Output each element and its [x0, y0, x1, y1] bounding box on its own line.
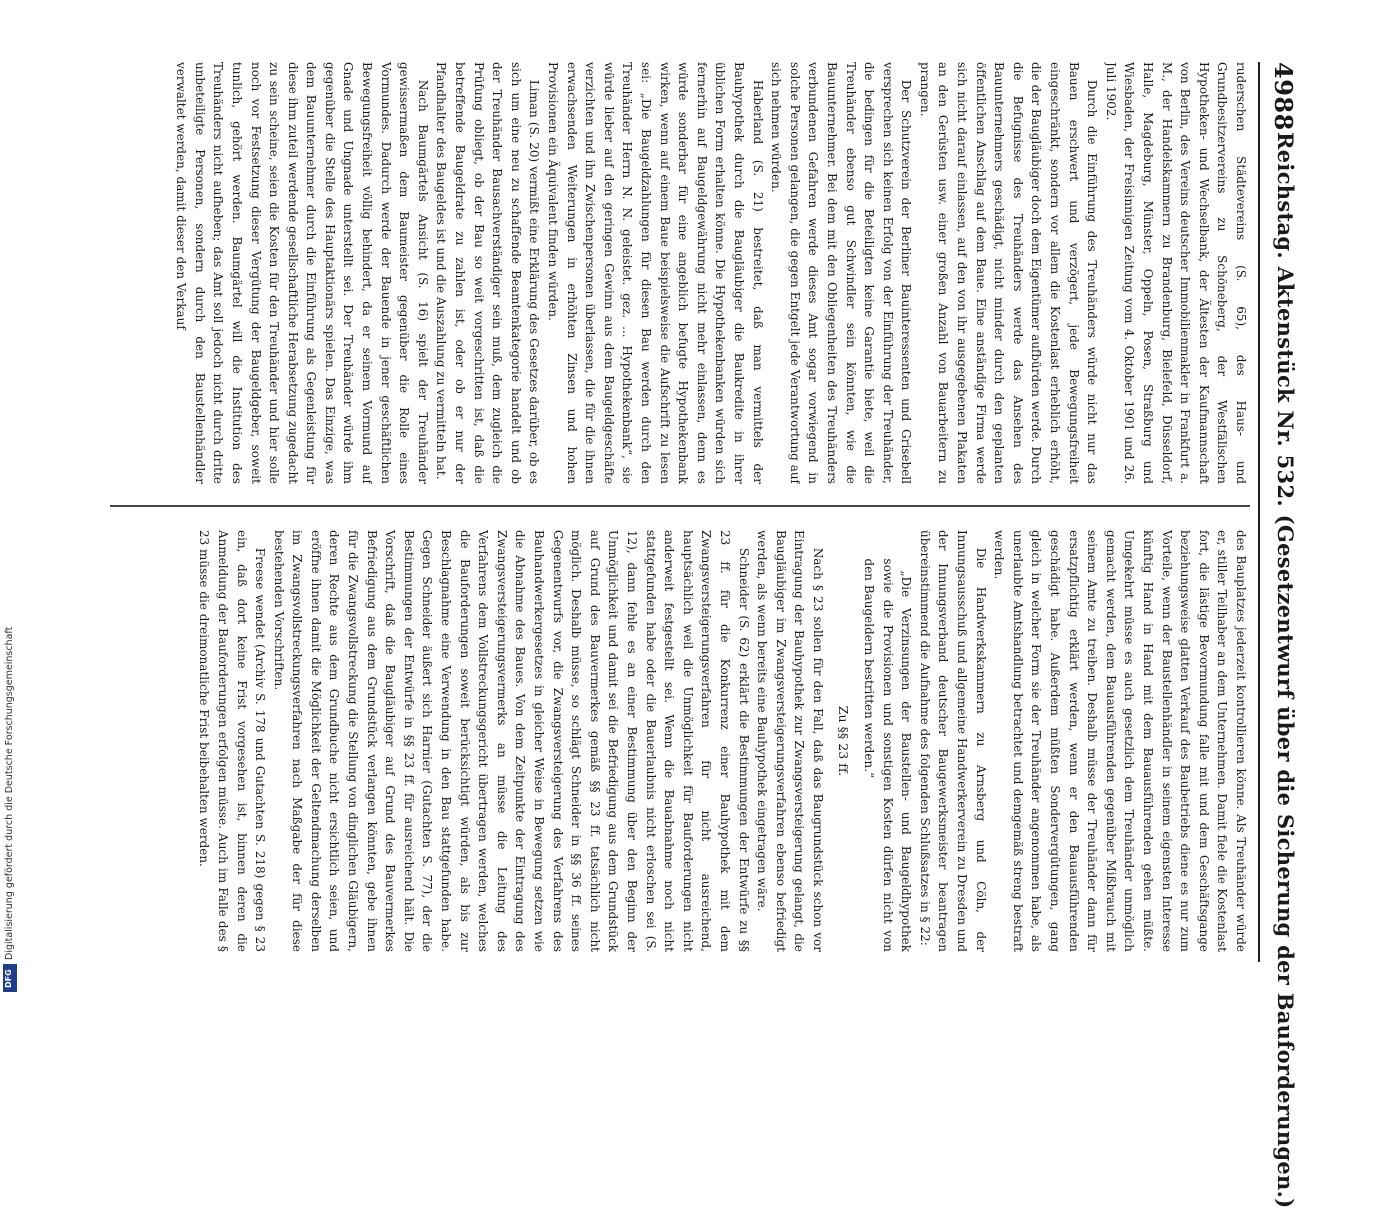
credit-text: Digitalisierung gefördert durch die Deutsche Forschungsgemeinschaft: [4, 626, 15, 960]
paragraph: Freese wendet (Archiv S. 178 und Gutachten S. 218) gegen § 23 ein, daß dort keine Frist vorgesehen ist, binnen deren die Anmeldung der Bauforderungen erfolgen müsse. Auch im Falle des § 23 müsse die dreimonatliche Frist beibehalten werden.: [197, 530, 268, 952]
dfg-logo: [3, 964, 17, 992]
header-rule: [1258, 62, 1260, 962]
paragraph: des Bauplatzes jederzeit kontrollieren könne. Als Treuhänder würde er, stiller Teilhaber an dem Unternehmen. Damit fiele die Kostenlast fort, die lästige Bevormundung falle mit und dem Geschäftsgange beziehungsweise glatten Verkauf des Baubetriebs diene es nur zum Vorteile, wenn der Baustellenhändler in seinem eigensten Interesse künftig Hand in Hand mit dem Bauausführenden gehen müßte. Umgekehrt müsse es auch gesetzlich dem Treuhänder unmöglich gemacht werden, dem Bauausführenden gegenüber Mißbrauch mit seinem Amte zu treiben. Deshalb müsse der Treuhänder dann für ersatzpflichtig erklärt werden, wenn er den Bauausführenden geschädigt habe. Außerdem müßten Sondervergütungen, gang gleich in welcher Form sie der Treuhänder angenommen habe, als unerlaubte Amtshandlung betrachtet und demgemäß streng bestraft werden.: [992, 530, 1248, 952]
text-column-left: [110, 62, 1250, 484]
paragraph: Durch die Einführung des Treuhänders würde nicht nur das Bauen erschwert und verzögert, jede Bewegungsfreiheit eingeschränkt, sondern vor allem die Kostenlast erheblich erhöht, die der Baugläubiger doch dem Eigentümer aufbürden werde. Durch die Befugnisse des Treuhänders werde das Ansehen des Bauunternehmers geschädigt, nicht minder durch den geplanten öffentlichen Anschlag auf dem Baue. Eine anständige Firma werde sich nicht darauf einlassen, auf den von ihr ausgegebenen Plakaten an den Gerüsten usw. einer großen Anzahl von Bauarbeitern zu prangen.: [917, 62, 1100, 484]
digitization-credit: [4, 310, 18, 1000]
page-header: [1260, 62, 1304, 1208]
text-column-right: [110, 530, 1250, 952]
quoted-clause: „Die Verzinsungen der Baustellen- und Baugeldhypothek sowie die Provisionen und sonstigen Kosten dürfen nicht von den Baugeldern bestritten werden.“: [862, 558, 914, 952]
rotated-document-page: [84, 62, 1304, 1208]
paragraph: Schneider (S. 62) erklärt die Bestimmungen der Entwürfe zu §§ 23 ff. für die Konkurrenz einer Bauhypothek mit dem Zwangsversteigerungsverfahren für nicht ausreichend, hauptsächlich weil die Unmöglichkeit für Bauforderungen nicht anderweit festgestellt sei. Wenn die Bauabnahme noch nicht stattgefunden habe oder die Bauerlaubnis nicht erloschen sei (S. 12), dann fehle es an einer Bestimmung über den Beginn der Unmöglichkeit und damit sei die Befriedigung aus dem Grundstück auf Grund des Bauvermerkes gemäß §§ 23 ff. tatsächlich nicht möglich. Deshalb müsse, so schlägt Schneider in §§ 36 ff. seines Gegenentwurfs vor, die Zwangsversteigerung des Verfahrens des Bauhandwerkergesetzes in gleicher Weise in Bewegung setzen wie die Abnahme des Baues. Von dem Zeitpunkte der Eintragung des Zwangsversteigerungsvermerks an müsse die Leitung des Verfahrens dem Vollstreckungsgericht übertragen werden, welches die Bauforderungen soweit berücksichtigt würden, als bis zur Beschlagnahme eine Verwendung in den Bau stattgefunden habe. Gegen Schneider äußert sich Harnier (Gutachten S. 77), der die Bestimmungen der Entwürfe in §§ 23 ff. für ausreichend hält. Die Vorschrift, daß die Baugläubiger auf Grund des Bauvermerkes Befriedigung aus dem Grundstück verlangen könnten, gebe ihnen für die Zwangsvollstreckung die Stellung von dinglichen Gläubigern, deren Rechte aus dem Grundbuche nicht ersichtlich seien, und eröffne ihnen damit die Möglichkeit der Geltendmachung derselben im Zwangsvollstreckungsverfahren nach Maßgabe der für diese bestehenden Vorschriften.: [271, 530, 751, 952]
section-heading: Zu §§ 23 ff.: [835, 705, 851, 777]
page-number: 4988: [1269, 62, 1298, 131]
running-title: Reichstag. Aktenstück Nr. 532. (Gesetzentwurf über die Sicherung der Bauforderungen.): [1273, 132, 1298, 1208]
paragraph: Liman (S. 20) vermißt eine Erklärung des Gesetzes darüber, ob es sich um eine neu zu schaffende Beamtenkategorie handelt und ob der Treuhänder Bausachverständiger sein muß, dem zugleich die Prüfung obliegt, ob der Bau so weit vorgeschritten ist, daß die betreffende Baugeldrate zu zahlen ist, oder ob er nur der Pfandhalter des Baugeldes ist und die Auszahlung zu vermitteln hat.: [434, 62, 542, 484]
paragraph: Der Schutzverein der Berliner Bauinteressenten und Grisebell versprechen sich keinen Erfolg von der Einführung der Treuhänder, die bedingen für die Beteiligten keine Garantie biete, weil die Treuhänder ebenso gut Schwindler sein könnten, wie die Bauunternehmer. Bei dem mit den Obliegenheiten des Treuhänders verbundenen Gefahren werde dieses Amt sogar vorwiegend in solche Personen gelangen, die gegen Entgelt jede Verantwortung auf sich nehmen würden.: [769, 62, 914, 484]
paragraph: Nach § 23 sollen für den Fall, daß das Baugrundstück schon vor Eintragung der Bauhypothek zur Zwangsversteigerung gelangt, die Baugläubiger im Zwangsversteigerungsverfahren ebenso befriedigt werden, als wenn bereits eine Bauhypothek eingetragen wäre.: [755, 530, 825, 952]
logo-text: DFG: [4, 969, 13, 988]
column-divider: [110, 505, 1250, 507]
paragraph: Haberland (S. 21) bestreitet, daß man vermittels der Bauhypothek durch die Baugläubiger die Baukredite in ihrer üblichen Form erhalten könne. Die Hypothekenbanken würden sich fernerhin auf Baugeldgewährung nicht mehr einlassen, denn es würde sonderbar für eine angeblich befugte Hypothekenbank wirken, wenn auf einem Baue beispielsweise die Aufschrift zu lesen sei: „Die Baugeldzahlungen für diesen Bau werden durch den Treuhänder Herrn N. N. geleistet. gez. ... Hypothekenbank“, sie würde lieber auf den geringen Gewinn aus dem Baugeldgeschäfte verzichten und ihn Zwischenpersonen überlassen, die für die ihnen erwachsenden Weiterungen in erhöhten Zinsen und hohen Provisionen ein Äquivalent finden würden.: [546, 62, 765, 484]
paragraph: Nach Baumgärtels Ansicht (S. 16) spielt der Treuhänder gewissermaßen dem Baumeister gegenüber die Rolle eines Vormundes. Dadurch werde der Bauende in jener geschäftlichen Bewegungsfreiheit völlig behindert, da er seinem Vormund auf Gnade und Ungnade unterstellt sei. Der Treuhänder würde ihm gegenüber die Stelle des Hauptaktionärs spielen. Das Einzige, was dem Bauunternehmer durch die Einführung als Gegenleistung für diese ihm zuteil werdende gesellschaftliche Herabsetzung zugedacht zu sein scheine, seien die Kosten für den Treuhänder und hier solle noch vor Festsetzung dieser Vergütung der Baugeldgeber, soweit tunlich, gehört werden. Baumgärtel will die Institution des Treuhänders nicht aufheben; das Amt soll jedoch nicht durch dritte unbeteiligte Personen, sondern durch den Baustellenhändler verwaltet werden, damit dieser den Verkauf: [174, 62, 430, 484]
paragraph: Die Handwerkskammern zu Arnsberg und Cöln, der Innungsausschuß und allgemeine Handwerkerverein zu Dresden und der Innungsverband deutscher Baugewerksmeister beantragen übereinstimmend die Aufnahme des folgenden Schlußsatzes in § 22:: [917, 530, 988, 952]
paragraph: ruderschen Städtevereins (S. 65), des Haus- und Grundbesitzervereins zu Schöneberg, der Westfälischen Hypotheken- und Wechselbank, der Ältesten der Kaufmannschaft von Berlin, des Vereins deutscher Immobilienmakler in Frankfurt a. M., der Handelskammern zu Brandenburg, Bielefeld, Düsseldorf, Halle, Magdeburg, Münster, Oppeln, Posen, Straßburg und Wiesbaden, der Freisinnigen Zeitung vom 4. Oktober 1901 und 26. Juli 1902.: [1103, 62, 1248, 484]
